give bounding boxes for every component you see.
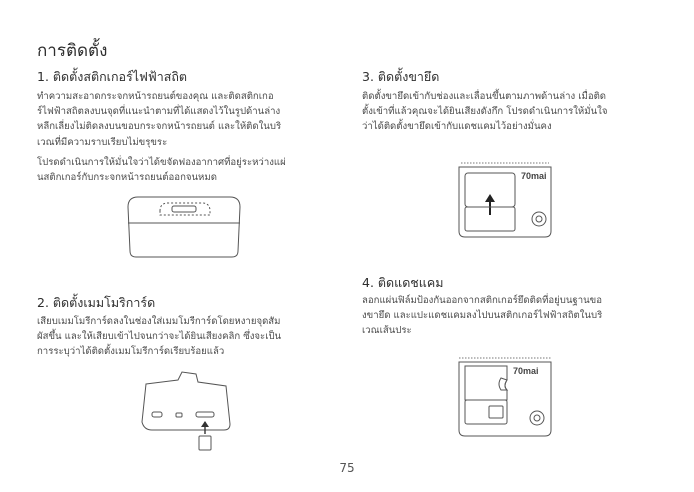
memory-card-illustration [138,372,238,452]
section-4-heading: 4. ติดแดชแคม [362,275,444,290]
section-2-line: การระบุว่าได้ติดตั้งเมมโมรีการ์ดเรียบร้อยแล้ว [37,346,225,358]
section-2-line: เสียบเมมโมรีการ์ดลงในช่องใส่เมมโมรีการ์ดโดยหงายจุดสัม [37,316,281,327]
section-1-note-line: นสติกเกอร์กับกระจกหน้ารถยนต์ออกจนหมด [37,172,217,184]
section-3-line: ตั้งเข้าที่แล้วคุณจะได้ยินเสียงดังกึก โปรดดำเนินการให้มั่นใจ [362,106,608,118]
page-title: การติดตั้ง [37,41,108,61]
brand-label: 70mai [513,366,539,376]
section-2-body [37,314,337,360]
section-1-note-line: โปรดดำเนินการให้มั่นใจว่าได้ขจัดฟองอากาศที่อยู่ระหว่างแผ่ [37,157,286,168]
section-1-note [37,155,337,185]
section-1-heading: 1. ติดตั้งสติกเกอร์ไฟฟ้าสถิต [37,69,188,84]
section-4-line: งขายึด และแปะแดชแคมลงไปบนสติกเกอร์ไฟฟ้าสถิตในบริ [362,310,603,322]
section-3-body [362,89,662,135]
section-2-line: ผัสขึ้น และให้เสียบเข้าไปจนกว่าจะได้ยินเสียงคลิก ซึ่งจะเป็น [37,331,282,343]
section-2-heading: 2. ติดตั้งเมมโมริการ์ด [37,295,156,310]
brand-label: 70mai [521,171,547,181]
section-3-heading: 3. ติดตั้งขายึด [362,69,440,84]
page-number: 75 [339,461,355,475]
section-3-line: ว่าได้ติดตั้งขายึดเข้ากับแดชแคมไว้อย่างมั่นคง [362,121,552,133]
section-1-line: หลีกเลี่ยงไม่ติดลงบนขอบกระจกหน้ารถยนต์ และให้ติดในบริ [37,121,282,133]
section-4-line: ลอกแผ่นฟิล์มป้องกันออกจากสติกเกอร์ยึดติดที่อยู่บนฐานขอ [362,295,602,306]
mount-slide-illustration [455,157,555,239]
section-1-line: ร์ไฟฟ้าสถิตลงบนจุดที่แนะนำตามที่ได้แสดงไว้ในรูปด้านล่าง [37,106,281,118]
section-4-line: เวณเส้นประ [362,325,412,337]
section-1-line: เวณที่มีความราบเรียบไม่ขรุขระ [37,136,168,148]
section-1-body [37,89,337,150]
section-1-line: ทำความสะอาดกระจกหน้ารถยนต์ของคุณ และติดสติกเกอ [37,91,274,102]
windshield-sticker-illustration [124,193,244,259]
dashcam-mounting-illustration [455,352,555,438]
section-3-line: ติดตั้งขายึดเข้ากับช่องและเลื่อนขึ้นตามภาพด้านล่าง เมื่อติด [362,91,607,102]
section-4-body [362,293,662,339]
